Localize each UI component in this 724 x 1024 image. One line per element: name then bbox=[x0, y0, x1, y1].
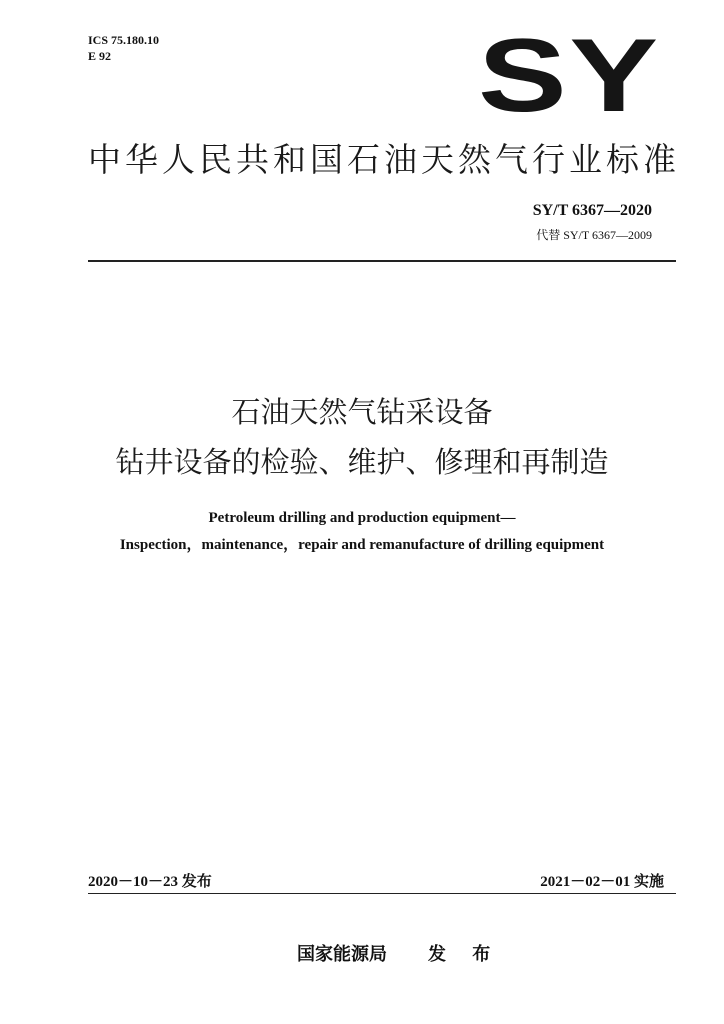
title-cn-line2: 钻井设备的检验、维护、修理和再制造 bbox=[115, 445, 609, 479]
ics-code: ICS 75.180.10 bbox=[88, 33, 160, 47]
issue-date: 2020－10－23 发布 bbox=[88, 874, 212, 890]
publisher-name: 国家能源局 bbox=[297, 944, 387, 965]
replaces-code: 代替 SY/T 6367—2009 bbox=[536, 228, 652, 242]
title-en-line1: Petroleum drilling and production equipment— bbox=[208, 510, 516, 526]
classification-code: E 92 bbox=[88, 49, 112, 63]
title-cn-line1: 石油天然气钻采设备 bbox=[231, 395, 493, 429]
effective-date: 2021－02－01 实施 bbox=[540, 874, 664, 890]
top-divider bbox=[88, 260, 676, 262]
bottom-divider bbox=[88, 893, 676, 894]
standard-code: SY/T 6367—2020 bbox=[532, 202, 652, 219]
sy-logo: SY bbox=[478, 18, 661, 134]
ics-block bbox=[88, 32, 159, 64]
title-en-line2: Inspection，maintenance，repair and remanufacture of drilling equipment bbox=[119, 537, 605, 553]
publish-label: 发 布 bbox=[428, 944, 501, 965]
standard-type-heading: 中华人民共和国石油天然气行业标准 bbox=[88, 140, 680, 179]
